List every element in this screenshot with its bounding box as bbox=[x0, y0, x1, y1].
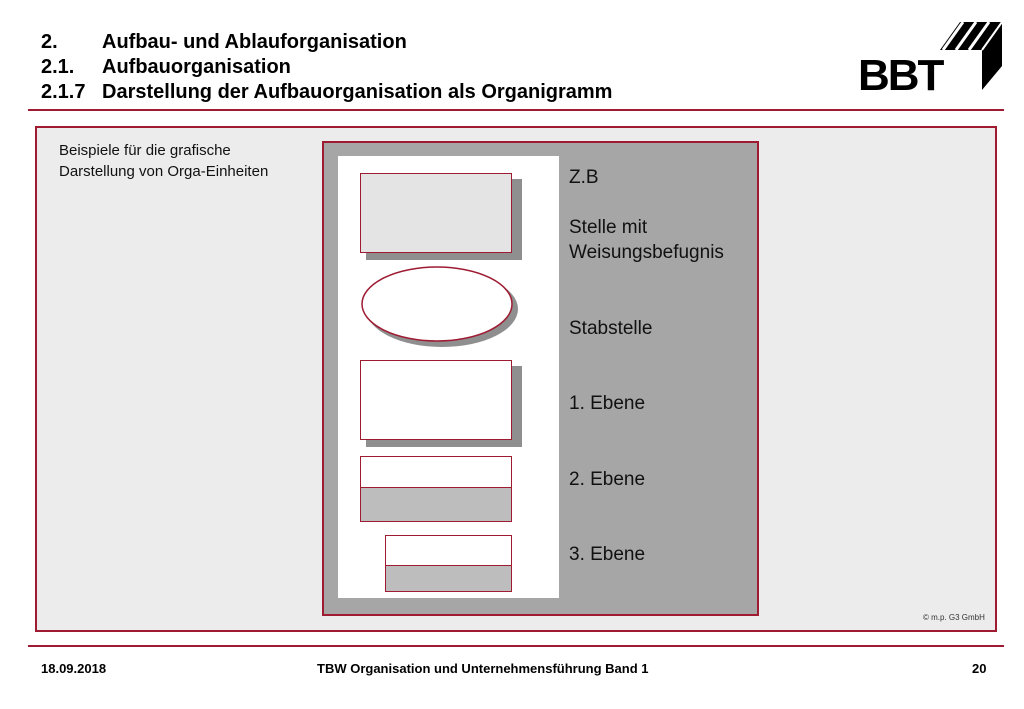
level-3-box bbox=[385, 535, 512, 592]
level-3-lower-band bbox=[386, 565, 511, 591]
heading-number: 2.1.7 bbox=[41, 81, 86, 103]
level-2-lower-band bbox=[361, 487, 511, 521]
footer-title: TBW Organisation und Unternehmensführung Band 1 bbox=[317, 661, 649, 676]
staff-position-ellipse bbox=[360, 262, 524, 350]
heading-text: Darstellung der Aufbauorganisation als Organigramm bbox=[102, 81, 613, 103]
caption-line-2: Darstellung von Orga-Einheiten bbox=[59, 163, 269, 180]
level-2-box bbox=[360, 456, 512, 522]
page-number: 20 bbox=[972, 661, 987, 676]
staff-label: Stabstelle bbox=[569, 318, 653, 339]
heading-level-1 bbox=[41, 30, 407, 54]
heading-level-2 bbox=[41, 55, 291, 79]
level-1-label: 1. Ebene bbox=[569, 393, 646, 414]
level-3-label: 3. Ebene bbox=[569, 544, 646, 565]
caption-line-1: Beispiele für die grafische bbox=[59, 142, 231, 159]
heading-text: Aufbau- und Ablauforganisation bbox=[102, 31, 407, 53]
top-divider bbox=[28, 109, 1004, 111]
position-with-authority-box bbox=[360, 173, 512, 253]
copyright-notice: © m.p. G3 GmbH bbox=[923, 613, 985, 622]
heading-text: Aufbauorganisation bbox=[102, 56, 291, 78]
example-label: Z.B bbox=[569, 167, 599, 188]
authority-label-line-1: Stelle mit bbox=[569, 217, 648, 238]
heading-level-3 bbox=[41, 80, 612, 104]
level-2-label: 2. Ebene bbox=[569, 469, 646, 490]
footer-date: 18.09.2018 bbox=[41, 661, 107, 676]
authority-label-line-2: Weisungsbefugnis bbox=[569, 242, 724, 263]
bottom-divider bbox=[28, 645, 1004, 647]
caption bbox=[59, 140, 268, 182]
bbt-logo bbox=[858, 22, 1002, 92]
heading-number: 2.1. bbox=[41, 56, 75, 78]
heading-number: 2. bbox=[41, 31, 58, 53]
logo-text: BBT bbox=[858, 51, 943, 92]
level-1-box bbox=[360, 360, 512, 440]
